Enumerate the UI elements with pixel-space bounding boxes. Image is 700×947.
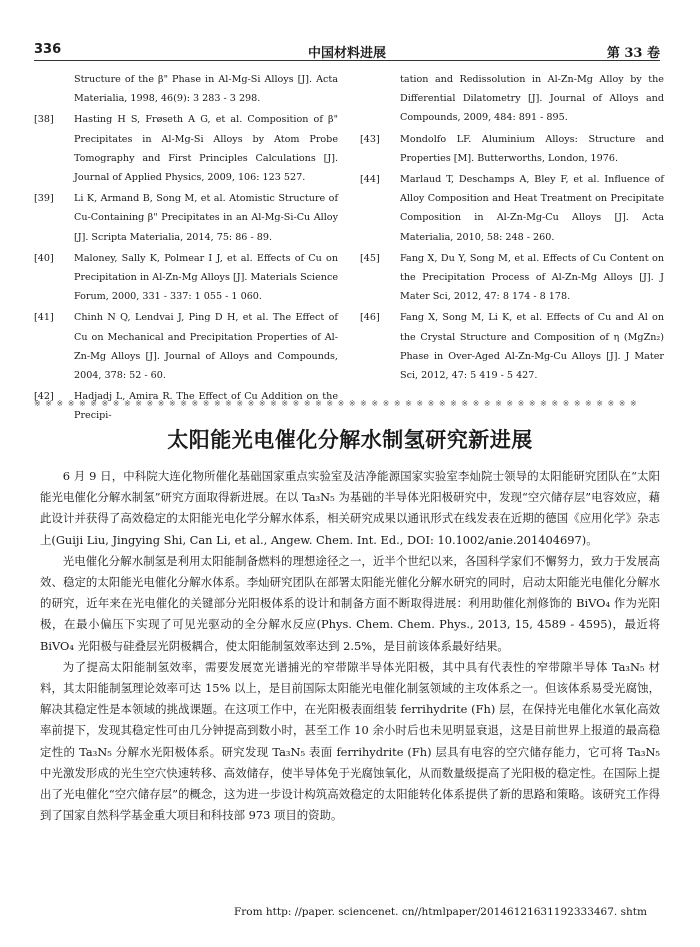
reference-item [34,70,338,108]
volume-label: 第 33 卷 [606,46,660,61]
article-title: 太阳能光电催化分解水制氢研究新进展 [167,427,533,452]
reference-item [34,308,338,385]
decorative-divider: ※ ※ ※ ※ ※ ※ ※ ※ ※ ※ ※ ※ ※ ※ ※ ※ ※ ※ ※ ※ ※ ※ ※ ※ ※ ※ ※ ※ ※ ※ ※ ※ ※ ※ ※ ※ ※ ※ ※ ※ ※ ※ ※ ※ ※ ※ ※ ※ ※ ※ ※ ※ ※ ※ [34,400,638,408]
reference-text: Maloney, Sally K, Polmear I J, et al. Effects of Cu on Precipitation in Al-Zn-Mg Alloys [J]. Materials Science Forum, 2000, 331 - 337: 1 055 - 1 060. [74,252,338,303]
reference-text: Mondolfo LF. Aluminium Alloys: Structure and Properties [M]. Butterworths, London, 1976. [400,133,664,164]
reference-text: Fang X, Du Y, Song M, et al. Effects of Cu Content on the Precipitation Process of Al-Zn-Mg Alloys [J]. J Mater Sci, 2012, 47: 8 174 - 8 178. [400,252,664,303]
reference-item [360,70,664,128]
reference-text: Fang X, Song M, Li K, et al. Effects of Cu and Al on the Crystal Structure and Composition of η (MgZn₂) Phase in Over-Aged Al-Zn-Mg-Cu Alloys [J]. J Mater Sci, 2012, 47: 5 419 - 5 427. [400,312,664,382]
reference-item [360,130,664,168]
journal-name: 中国材料进展 [307,46,386,61]
reference-number: [41] [34,312,54,324]
reference-number: [43] [360,133,380,145]
reference-item [360,170,664,247]
source-url: From http: //paper. sciencenet. cn//htmlpaper/20146121631192333467. shtm [234,906,647,918]
reference-number: [39] [34,193,54,205]
reference-number: [38] [34,114,54,126]
reference-number: [46] [360,312,380,324]
reference-text: Marlaud T, Deschamps A, Bley F, et al. Influence of Alloy Composition and Heat Treatment on Precipitate Composition in Al-Zn-Mg-Cu Alloys [J]. Acta Materialia, 2010, 58: 248 - 260. [400,174,664,243]
reference-list [34,70,664,422]
reference-item [34,249,338,307]
page-number: 336 [34,42,62,57]
reference-column-right [360,70,664,387]
reference-item [360,308,664,385]
reference-text: Hasting H S, Frøseth A G, et al. Composition of β" Precipitates in Al-Mg-Si Alloys by Atom Probe Tomography and First Principles Calculations [J]. Journal of Applied Physics, 2009, 106: 123 527. [74,114,338,184]
reference-text: Structure of the β" Phase in Al-Mg-Si Alloys [J]. Acta Materialia, 1998, 46(9): 3 283 - 3 298. [74,74,338,105]
reference-number: [40] [34,252,54,264]
reference-item [34,110,338,187]
reference-column-left [34,70,338,428]
reference-number: [45] [360,252,380,264]
reference-number: [42] [34,391,54,403]
reference-number: [44] [360,174,380,186]
reference-item [34,189,338,247]
article-paragraph: 为了提高太阳能制氢效率，需要发展宽光谱捕光的窄带隙半导体光阳极，其中具有代表性的窄带隙半导体 Ta₃N₅ 材料，其太阳能制氢理论效率可达 15% 以上，是目前国际太阳能光电催化制氢领域的主攻体系之一。但该体系易受光腐蚀，解决其稳定性是本领域的挑战课题。在这项工作中，在光阳极表面组装 ferrihydrite (Fh) 层，在保持光电催化水氧化高效率前提下，发现其稳定性可由几分钟提高到数小时，甚至工作 10 余小时后也未见明显衰退，这是目前世界上报道的最高稳定性的 Ta₃N₅ 分解水光阳极体系。研究发现 Ta₃N₅ 表面 ferrihydrite (Fh) 层具有电容的空穴储存能力，它可将 Ta₃N₅ 中光激发形成的光生空穴快速转移、高效储存，使半导体免于光腐蚀氧化，从而数量级提高了光阳极的稳定性。在国际上提出了光电催化“空穴储存层”的概念，这为进一步设计构筑高效稳定的太阳能转化体系提供了新的思路和策略。该研究工作得到了国家自然科学基金重大项目和科技部 973 项目的资助。 [40,659,660,823]
article-paragraph: 光电催化分解水制氢是利用太阳能制备燃料的理想途径之一，近半个世纪以来，各国科学家们不懈努力，致力于发展高效、稳定的太阳能光电催化分解水体系。李灿研究团队在部署太阳能光催化分解水研究的同时，启动太阳能光电催化分解水的研究，近年来在光电催化的关键部分光阳极体系的设计和制备方面不断取得进展：利用助催化剂修饰的 BiVO₄ 作为光阳极，在最小偏压下实现了可见光驱动的全分解水反应(Phys. Chem. Chem. Phys., 2013, 15, 4589 - 4595)，最近将 BiVO₄ 光阳极与硅叠层光阴极耦合，使太阳能制氢效率达到 2.5%，是目前该体系最好结果。 [40,553,660,653]
reference-text: Li K, Armand B, Song M, et al. Atomistic Structure of Cu-Containing β" Precipitates in an Al-Mg-Si-Cu Alloy [J]. Scripta Materialia, 2014, 75: 86 - 89. [74,193,338,243]
reference-text: Chinh N Q, Lendvai J, Ping D H, et al. The Effect of Cu on Mechanical and Precipitation Properties of Al-Zn-Mg Alloys [J]. Journal of Alloys and Compounds, 2004, 378: 52 - 60. [74,312,338,382]
reference-text: Hadjadj L, Amira R. The Effect of Cu Addition on the Precipi- [74,391,338,422]
reference-text: tation and Redissolution in Al-Zn-Mg Alloy by the Differential Dilatometry [J]. Journal of Alloys and Compounds, 2009, 484: 891 - 895. [400,74,664,124]
page-header [34,42,660,61]
article-body [40,466,660,826]
reference-item [360,249,664,307]
article-paragraph: 6 月 9 日，中科院大连化物所催化基础国家重点实验室及洁净能源国家实验室李灿院士领导的太阳能研究团队在“太阳能光电催化分解水制氢”研究方面取得新进展。在以 Ta₃N₅ 为基础的半导体光阳极研究中，发现“空穴储存层”电容效应，藉此设计并获得了高效稳定的太阳能光电化学分解水体系，相关研究成果以通讯形式在线发表在近期的德国《应用化学》杂志上(Guiji Liu, Jingying Shi, Can Li, et al., Angew. Chem. Int. Ed., DOI: 10.1002/anie.201404697)。 [40,469,660,547]
